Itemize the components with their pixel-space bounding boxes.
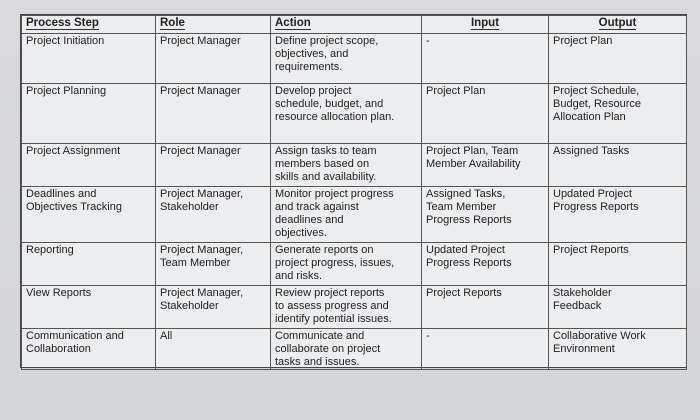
table-row	[22, 243, 687, 286]
cell-step: Project Assignment	[22, 144, 156, 187]
cell-input: -	[422, 34, 549, 84]
cell-role: Project Manager	[156, 84, 271, 144]
cell-role: Project Manager, Team Member	[156, 243, 271, 286]
cell-step: Communication and Collaboration	[22, 329, 156, 370]
table-header-row	[22, 16, 687, 34]
header-process-step: Process Step	[22, 16, 156, 34]
cell-action: Review project reports to assess progress and identify potential issues.	[271, 286, 422, 329]
table-row	[22, 144, 687, 187]
header-action: Action	[271, 16, 422, 34]
table-row	[22, 187, 687, 243]
cell-role: Project Manager	[156, 144, 271, 187]
cell-output: Stakeholder Feedback	[549, 286, 687, 329]
header-output: Output	[549, 16, 687, 34]
cell-output: Updated Project Progress Reports	[549, 187, 687, 243]
cell-output: Assigned Tasks	[549, 144, 687, 187]
cell-input: Updated Project Progress Reports	[422, 243, 549, 286]
cell-action: Monitor project progress and track against deadlines and objectives.	[271, 187, 422, 243]
table-row	[22, 84, 687, 144]
process-table	[21, 15, 687, 370]
cell-step: View Reports	[22, 286, 156, 329]
cell-step: Deadlines and Objectives Tracking	[22, 187, 156, 243]
cell-action: Assign tasks to team members based on skills and availability.	[271, 144, 422, 187]
cell-input: Project Plan	[422, 84, 549, 144]
cell-input: Assigned Tasks, Team Member Progress Reports	[422, 187, 549, 243]
cell-output: Project Plan	[549, 34, 687, 84]
table-row	[22, 329, 687, 370]
cell-output: Project Reports	[549, 243, 687, 286]
cell-output: Project Schedule, Budget, Resource Allocation Plan	[549, 84, 687, 144]
cell-action: Develop project schedule, budget, and resource allocation plan.	[271, 84, 422, 144]
cell-input: Project Reports	[422, 286, 549, 329]
table-row	[22, 286, 687, 329]
cell-step: Project Initiation	[22, 34, 156, 84]
cell-action: Generate reports on project progress, issues, and risks.	[271, 243, 422, 286]
cell-step: Project Planning	[22, 84, 156, 144]
cell-input: Project Plan, Team Member Availability	[422, 144, 549, 187]
header-role: Role	[156, 16, 271, 34]
table-row	[22, 34, 687, 84]
cell-role: All	[156, 329, 271, 370]
cell-input: -	[422, 329, 549, 370]
cell-step: Reporting	[22, 243, 156, 286]
cell-role: Project Manager, Stakeholder	[156, 187, 271, 243]
cell-action: Define project scope, objectives, and requirements.	[271, 34, 422, 84]
cell-role: Project Manager	[156, 34, 271, 84]
cell-output: Collaborative Work Environment	[549, 329, 687, 370]
cell-role: Project Manager, Stakeholder	[156, 286, 271, 329]
cell-action: Communicate and collaborate on project tasks and issues.	[271, 329, 422, 370]
header-input: Input	[422, 16, 549, 34]
document-sheet	[20, 14, 687, 368]
